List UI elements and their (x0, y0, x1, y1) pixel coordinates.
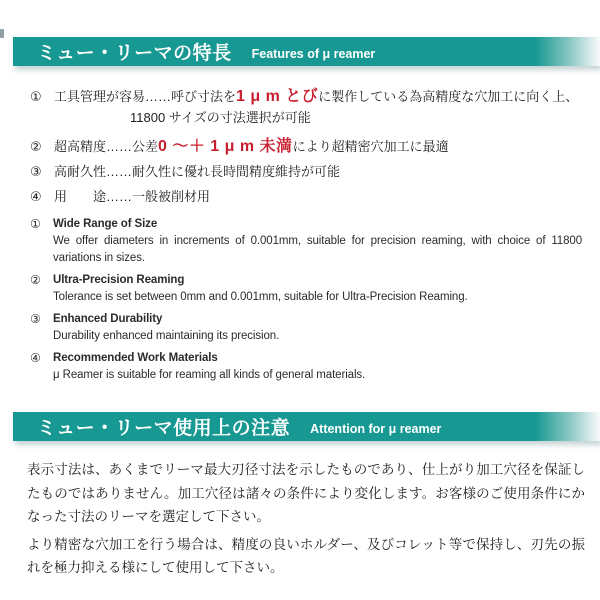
scan-artifact-mark (0, 29, 4, 38)
item-title: Ultra-Precision Reaming (53, 274, 185, 286)
item-text-pre: 高耐久性……耐久性に優れ長時間精度維持が可能 (54, 164, 341, 179)
item-number: ② (30, 139, 42, 154)
item-text-emphasis: 0 ～＋ 1 μ m 未満 (158, 138, 293, 155)
item-number: ③ (30, 164, 42, 179)
attention-title-en: Attention for μ reamer (310, 421, 442, 436)
item-text (53, 216, 582, 267)
attention-header-bar (13, 412, 600, 441)
item-title: Recommended Work Materials (53, 352, 218, 364)
item-number: ② (30, 273, 41, 287)
features-list-en (30, 216, 582, 389)
item-text-post: により超精密穴加工に最適 (292, 139, 449, 154)
features-header-bar (13, 37, 600, 66)
item-body: Tolerance is set between 0mm and 0.001mm, suitable for Ultra-Precision Reaming. (53, 291, 468, 303)
item-text (54, 136, 588, 157)
feature-item-jp-3 (30, 161, 588, 182)
item-text-emphasis: 1 μ m とび (236, 88, 319, 105)
item-number: ① (30, 89, 42, 104)
item-text-pre: 超高精度……公差 (54, 139, 159, 154)
item-text (53, 350, 582, 384)
item-number: ① (30, 217, 41, 231)
attention-paragraph-2: より精密な穴加工を行う場合は、精度の良いホルダー、及びコレット等で保持し、刃先の振れを極力抑える様にして使用して下さい。 (27, 536, 585, 575)
item-text-line2: 11800 サイズの寸法選択が可能 (130, 110, 311, 125)
item-number: ④ (30, 351, 41, 365)
item-body: Durability enhanced maintaining its precision. (53, 330, 280, 342)
item-text-pre: 用 途……一般被削材用 (54, 189, 211, 204)
feature-item-en-2 (30, 272, 582, 306)
item-number: ③ (30, 312, 41, 326)
attention-notes (27, 458, 585, 584)
item-number: ④ (30, 189, 42, 204)
attention-title-jp: ミュー・リーマ使用上の注意 (37, 418, 291, 439)
item-body: μ Reamer is suitable for reaming all kinds of general materials. (53, 369, 366, 381)
feature-item-en-3 (30, 311, 582, 345)
feature-item-en-1 (30, 216, 582, 267)
feature-item-jp-2 (30, 136, 588, 157)
item-text (53, 311, 582, 345)
item-text (54, 86, 588, 128)
features-list-jp (30, 86, 588, 211)
item-body: We offer diameters in increments of 0.001mm, suitable for precision reaming, with choice of 11800 variations in sizes. (53, 235, 582, 264)
feature-item-en-4 (30, 350, 582, 384)
item-title: Enhanced Durability (53, 313, 163, 325)
features-title-en: Features of μ reamer (251, 46, 376, 61)
feature-item-jp-1 (30, 86, 588, 128)
feature-item-jp-4 (30, 186, 588, 207)
item-text (54, 161, 588, 182)
item-text-pre: 工具管理が容易……呼び寸法を (54, 89, 237, 104)
item-title: Wide Range of Size (53, 218, 158, 230)
item-text (53, 272, 582, 306)
attention-paragraph-1: 表示寸法は、あくまでリーマ最大刃径寸法を示したものであり、仕上がり加工穴径を保証したものではありません。加工穴径は諸々の条件により変化します。お客様のご使用条件にかなった寸法のリーマを選定して下さい。 (27, 462, 585, 524)
features-title-jp: ミュー・リーマの特長 (37, 43, 232, 64)
item-text-post: に製作している為高精度な穴加工に向く上、 (318, 89, 579, 104)
item-text (54, 186, 588, 207)
